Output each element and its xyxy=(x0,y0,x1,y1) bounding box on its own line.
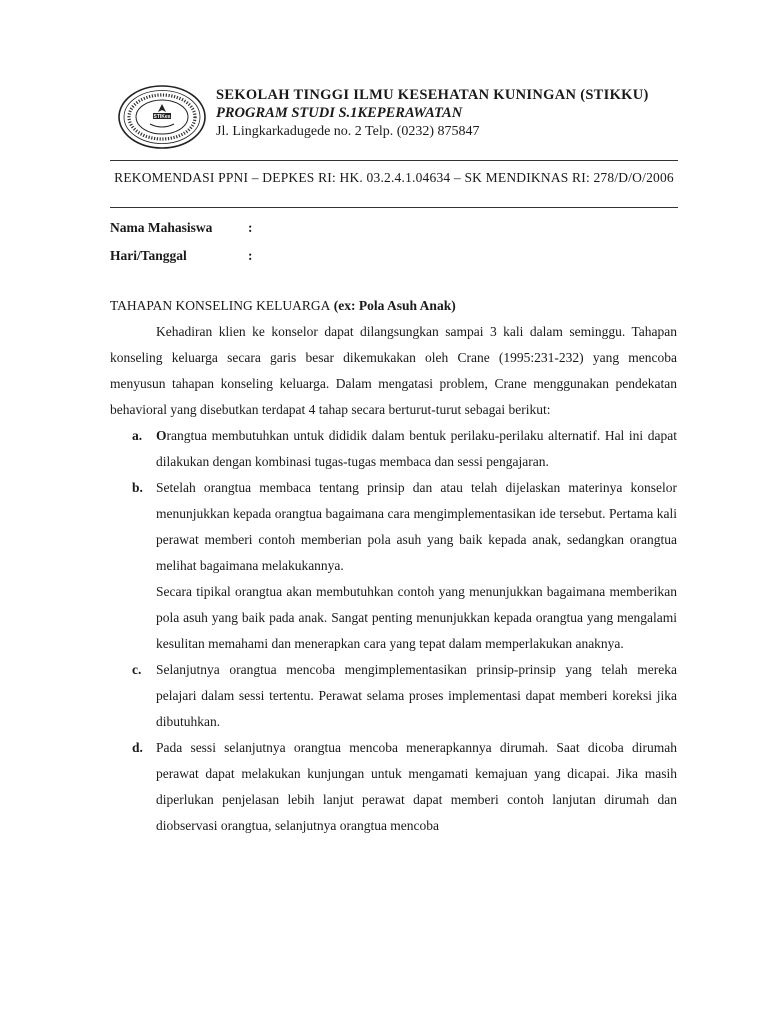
field-nama-mahasiswa xyxy=(110,219,253,237)
stikes-logo xyxy=(117,84,207,150)
list-marker: c. xyxy=(132,662,142,677)
field-colon: : xyxy=(248,220,253,235)
list-item-body: Setelah orangtua membaca tentang prinsip dan atau telah dijelaskan materinya konselor menunjukkan kepada orangtua bagaimana cara mengimplementasikan ide tersebut. Pertama kali perawat memberi contoh memberian pola asuh yang baik kepada anak, sedangkan orangtua melihat bagaimana melakukannya. xyxy=(156,480,677,573)
list-item xyxy=(110,423,677,475)
section-title xyxy=(110,297,456,315)
field-hari-tanggal xyxy=(110,247,253,265)
list-item xyxy=(110,735,677,839)
list-item-body: Pada sessi selanjutnya orangtua mencoba menerapkannya dirumah. Saat dicoba dirumah perawat dapat melakukan kunjungan untuk mengamati kemajuan yang dicapai. Jika masih diperlukan penjelasan lebih lanjut perawat dapat memberi contoh lanjutan dirumah dan diobservasi orangtua, selanjutnya orangtua mencoba xyxy=(156,740,677,833)
list-marker: d. xyxy=(132,740,143,755)
divider-top xyxy=(110,160,678,161)
list-marker: a. xyxy=(132,428,143,443)
field-label: Nama Mahasiswa xyxy=(110,220,213,235)
steps-list xyxy=(110,423,677,839)
school-name: SEKOLAH TINGGI ILMU KESEHATAN KUNINGAN (STIKKU) xyxy=(216,87,649,103)
field-label: Hari/Tanggal xyxy=(110,248,187,263)
letterhead xyxy=(216,86,686,141)
list-item xyxy=(110,657,677,735)
intro-paragraph: Kehadiran klien ke konselor dapat dilangsungkan sampai 3 kali dalam seminggu. Tahapan konseling keluarga secara garis besar dikemukakan oleh Crane (1995:231-232) yang mencoba menyusun tahapan konseling keluarga. Dalam mengatasi problem, Crane menggunakan pendekatan behavioral yang disebutkan terdapat 4 tahap secara berturut-turut sebagai berikut: xyxy=(110,324,677,417)
logo-text: STIKes xyxy=(153,114,171,120)
divider-bottom xyxy=(110,207,678,208)
list-item-extra: Secara tipikal orangtua akan membutuhkan contoh yang menunjukkan bagaimana memberikan pola asuh yang baik pada anak. Sangat penting menunjukkan kepada orangtua yang mengalami kesulitan memahami dan menerapkan cara yang tepat dalam memperlakukan anaknya. xyxy=(156,584,677,651)
lead-letter: O xyxy=(156,428,167,443)
section-title-main: TAHAPAN KONSELING KELUARGA xyxy=(110,298,331,313)
list-item-body: rangtua membutuhkan untuk dididik dalam bentuk perilaku-perilaku alternatif. Hal ini dapat dilakukan dengan kombinasi tugas-tugas membaca dan sessi pengajaran. xyxy=(156,428,677,469)
list-item-body: Selanjutnya orangtua mencoba mengimplementasikan prinsip-prinsip yang telah mereka pelajari dalam sessi tertentu. Perawat selama proses implementasi dapat memberi koreksi jika dibutuhkan. xyxy=(156,662,677,729)
school-address: Jl. Lingkarkadugede no. 2 Telp. (0232) 875847 xyxy=(216,124,480,139)
section-title-sub: (ex: Pola Asuh Anak) xyxy=(330,298,456,313)
list-item-text xyxy=(156,423,677,475)
list-marker: b. xyxy=(132,480,143,495)
field-colon: : xyxy=(248,248,253,263)
list-item xyxy=(110,475,677,657)
recommendation-text: REKOMENDASI PPNI – DEPKES RI: HK. 03.2.4.1.04634 – SK MENDIKNAS RI: 278/D/O/2006 xyxy=(114,170,674,185)
program-name: PROGRAM STUDI S.1KEPERAWATAN xyxy=(216,105,463,121)
body-text xyxy=(110,319,677,839)
